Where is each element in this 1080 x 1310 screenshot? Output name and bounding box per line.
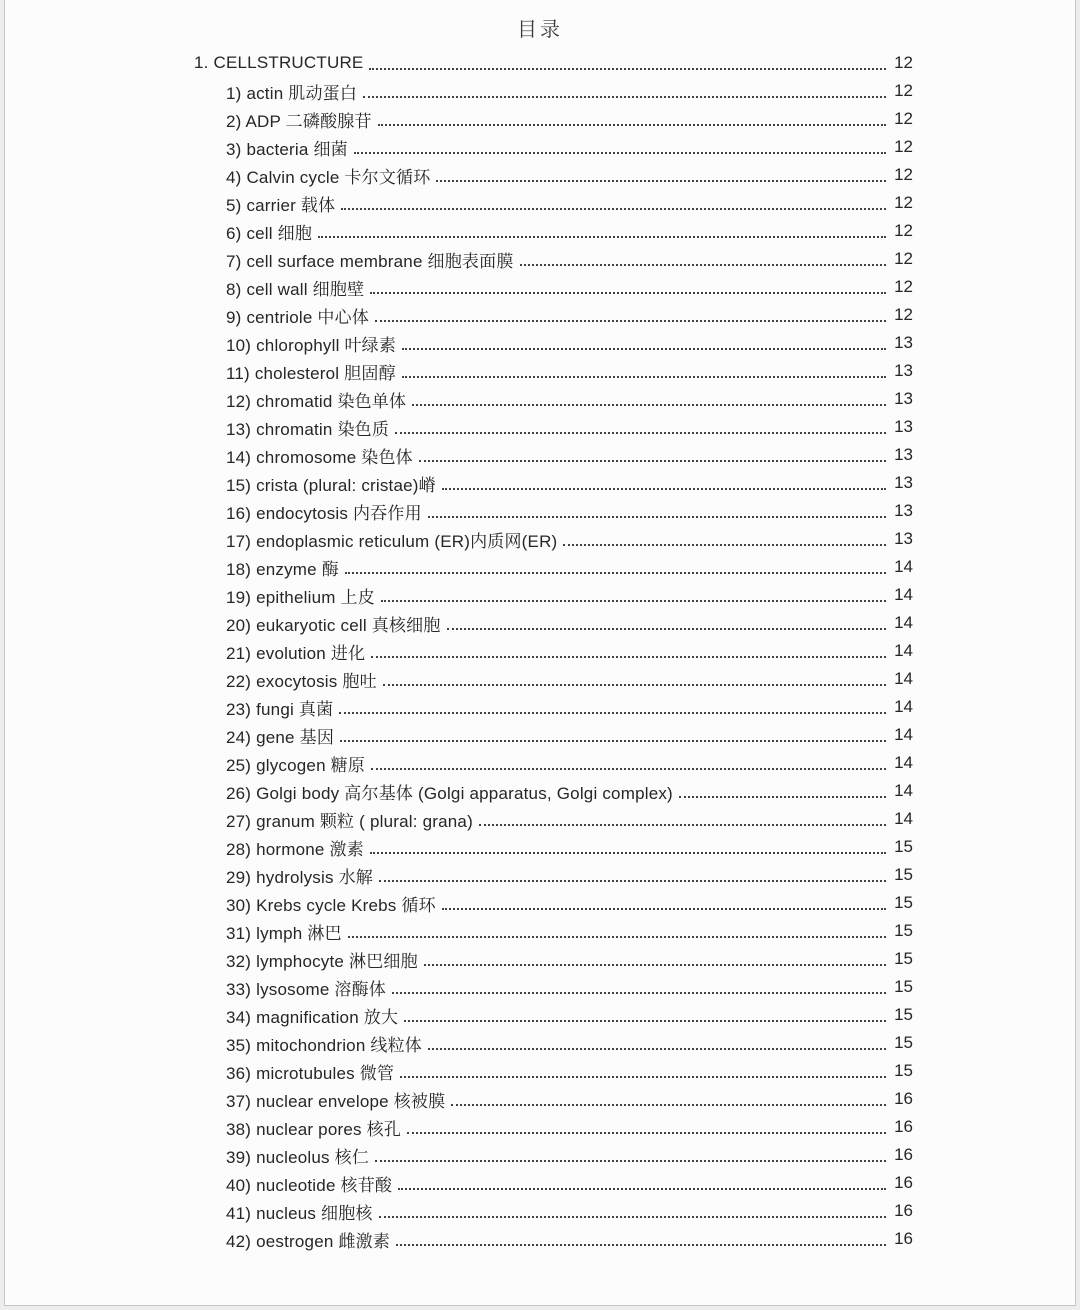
toc-entry-page: 14: [894, 725, 913, 744]
toc-entry-label: 7) cell surface membrane 细胞表面膜: [226, 251, 514, 271]
toc-entry-page: 15: [894, 949, 913, 968]
toc-entry-label: 33) lysosome 溶酶体: [226, 979, 387, 999]
toc-entry[interactable]: [226, 329, 913, 357]
toc-entry-page: 13: [894, 529, 913, 548]
dot-leader: [451, 1092, 886, 1106]
toc-entry-page: 15: [894, 977, 913, 996]
toc-entry[interactable]: [226, 133, 913, 161]
toc-entry-label: 27) granum 颗粒 ( plural: grana): [226, 811, 473, 831]
toc-entry-label: 18) enzyme 酶: [226, 559, 339, 579]
dot-leader: [392, 980, 886, 994]
toc-entry-page: 14: [894, 641, 913, 660]
toc-entry[interactable]: [226, 1197, 913, 1225]
toc-entry[interactable]: [226, 693, 913, 721]
dot-leader: [407, 1120, 886, 1134]
dot-leader: [424, 952, 886, 966]
toc-entry-label: 37) nuclear envelope 核被膜: [226, 1091, 446, 1111]
dot-leader: [679, 784, 886, 798]
toc-entry-label: 42) oestrogen 雌激素: [226, 1231, 391, 1251]
toc-entry-label: 41) nucleus 细胞核: [226, 1203, 373, 1223]
toc-entry-label: 13) chromatin 染色质: [226, 419, 390, 439]
dot-leader: [381, 588, 886, 602]
page-title: 目录: [517, 19, 563, 41]
toc-entry[interactable]: [226, 721, 913, 749]
toc-entry-label: 24) gene 基因: [226, 727, 335, 747]
toc-entry-page: 13: [894, 501, 913, 520]
toc-entry[interactable]: [226, 777, 913, 805]
toc-entry-page: 12: [894, 249, 913, 268]
toc-entry-page: 16: [894, 1145, 913, 1164]
dot-leader: [339, 700, 886, 714]
toc-entry-label: 16) endocytosis 内吞作用: [226, 503, 422, 523]
toc-entry-page: 13: [894, 417, 913, 436]
toc-entry[interactable]: [226, 497, 913, 525]
toc-list: [194, 49, 913, 1253]
toc-entry-label: 21) evolution 进化: [226, 643, 366, 663]
toc-entry[interactable]: [226, 469, 913, 497]
dot-leader: [428, 504, 886, 518]
toc-entry-page: 15: [894, 1061, 913, 1080]
toc-entry[interactable]: [226, 609, 913, 637]
toc-entry-page: 14: [894, 781, 913, 800]
toc-section-page: 12: [894, 53, 913, 72]
dot-leader: [396, 1232, 886, 1246]
dot-leader: [369, 56, 886, 70]
toc-entry-label: 39) nucleolus 核仁: [226, 1147, 370, 1167]
toc-entry[interactable]: [226, 805, 913, 833]
dot-leader: [379, 868, 886, 882]
dot-leader: [371, 756, 886, 770]
toc-entry[interactable]: [226, 77, 913, 105]
dot-leader: [370, 840, 886, 854]
dot-leader: [378, 112, 886, 126]
toc-entry-page: 12: [894, 81, 913, 100]
toc-entry[interactable]: [226, 301, 913, 329]
toc-entry-label: 5) carrier 载体: [226, 195, 336, 215]
toc-entry-page: 13: [894, 473, 913, 492]
toc-entry-label: 9) centriole 中心体: [226, 307, 370, 327]
toc-entry[interactable]: [226, 245, 913, 273]
toc-entry-page: 16: [894, 1173, 913, 1192]
toc-entry[interactable]: [226, 385, 913, 413]
toc-entry[interactable]: [226, 1057, 913, 1085]
toc-section-label: 1. CELLSTRUCTURE: [194, 53, 364, 72]
toc-entry-page: 13: [894, 389, 913, 408]
toc-entry-page: 15: [894, 865, 913, 884]
toc-entry-page: 14: [894, 557, 913, 576]
toc-entry[interactable]: [226, 637, 913, 665]
toc-entry[interactable]: [226, 553, 913, 581]
dot-leader: [363, 84, 886, 98]
toc-entry-label: 40) nucleotide 核苷酸: [226, 1175, 393, 1195]
document-page: [4, 0, 1076, 1306]
toc-entry[interactable]: [226, 665, 913, 693]
toc-entry-label: 23) fungi 真菌: [226, 699, 334, 719]
toc-entry-label: 32) lymphocyte 淋巴细胞: [226, 951, 418, 971]
toc-entry-label: 34) magnification 放大: [226, 1007, 399, 1027]
toc-section-row[interactable]: [194, 49, 913, 77]
toc-entry-label: 30) Krebs cycle Krebs 循环: [226, 895, 436, 915]
dot-leader: [404, 1008, 886, 1022]
toc-entry[interactable]: [226, 1029, 913, 1057]
toc-entry[interactable]: [226, 889, 913, 917]
dot-leader: [375, 308, 886, 322]
toc-entry-label: 17) endoplasmic reticulum (ER)内质网(ER): [226, 531, 558, 551]
toc-entry[interactable]: [226, 973, 913, 1001]
toc-entry[interactable]: [226, 189, 913, 217]
toc-entry-label: 10) chlorophyll 叶绿素: [226, 335, 397, 355]
dot-leader: [436, 168, 886, 182]
dot-leader: [442, 896, 886, 910]
dot-leader: [379, 1204, 886, 1218]
toc-entry-label: 29) hydrolysis 水解: [226, 867, 373, 887]
toc-entry-page: 15: [894, 893, 913, 912]
toc-entry[interactable]: [226, 945, 913, 973]
toc-entry[interactable]: [226, 833, 913, 861]
toc-entry[interactable]: [226, 441, 913, 469]
dot-leader: [479, 812, 886, 826]
toc-entry-label: 35) mitochondrion 线粒体: [226, 1035, 422, 1055]
toc-entry[interactable]: [226, 861, 913, 889]
toc-entry[interactable]: [226, 581, 913, 609]
toc-entry-page: 14: [894, 753, 913, 772]
toc-entry-label: 15) crista (plural: cristae)嵴: [226, 475, 436, 495]
dot-leader: [400, 1064, 886, 1078]
toc-entry-page: 14: [894, 809, 913, 828]
dot-leader: [340, 728, 886, 742]
toc-entry[interactable]: [226, 1225, 913, 1253]
toc-entry-page: 12: [894, 109, 913, 128]
dot-leader: [383, 672, 886, 686]
toc-entry[interactable]: [226, 413, 913, 441]
toc-entry-page: 12: [894, 137, 913, 156]
toc-entry-page: 14: [894, 697, 913, 716]
toc-entry-label: 6) cell 细胞: [226, 223, 313, 243]
toc-entry-page: 14: [894, 669, 913, 688]
toc-entry[interactable]: [226, 917, 913, 945]
toc-entry-page: 15: [894, 1005, 913, 1024]
dot-leader: [447, 616, 886, 630]
toc-entry[interactable]: [226, 357, 913, 385]
toc-entry-page: 16: [894, 1117, 913, 1136]
toc-entry-label: 22) exocytosis 胞吐: [226, 671, 377, 691]
dot-leader: [419, 448, 886, 462]
toc-entry[interactable]: [226, 105, 913, 133]
dot-leader: [348, 924, 886, 938]
toc-entry-page: 15: [894, 837, 913, 856]
dot-leader: [402, 364, 886, 378]
toc-entry-label: 2) ADP 二磷酸腺苷: [226, 111, 372, 131]
toc-entry[interactable]: [226, 749, 913, 777]
dot-leader: [442, 476, 886, 490]
dot-leader: [354, 140, 886, 154]
dot-leader: [412, 392, 886, 406]
toc-entry-page: 15: [894, 921, 913, 940]
toc-entry-label: 1) actin 肌动蛋白: [226, 83, 358, 103]
toc-entry[interactable]: [226, 525, 913, 553]
toc-entry-label: 8) cell wall 细胞壁: [226, 279, 365, 299]
toc-entry-page: 16: [894, 1201, 913, 1220]
toc-entry-page: 16: [894, 1229, 913, 1248]
toc-entry-page: 12: [894, 193, 913, 212]
toc-entry-page: 13: [894, 445, 913, 464]
toc-entry-label: 31) lymph 淋巴: [226, 923, 342, 943]
toc-entry-label: 28) hormone 激素: [226, 839, 364, 859]
toc-entry-label: 3) bacteria 细菌: [226, 139, 348, 159]
toc-entry-label: 4) Calvin cycle 卡尔文循环: [226, 167, 431, 187]
toc-entry[interactable]: [226, 1113, 913, 1141]
dot-leader: [345, 560, 886, 574]
toc-entry[interactable]: [226, 161, 913, 189]
toc-entry[interactable]: [226, 273, 913, 301]
toc-entry-label: 38) nuclear pores 核孔: [226, 1119, 402, 1139]
dot-leader: [520, 252, 886, 266]
toc-entry-label: 25) glycogen 糖原: [226, 755, 366, 775]
toc-entry-page: 13: [894, 333, 913, 352]
toc-entry-page: 12: [894, 221, 913, 240]
toc-entry-page: 12: [894, 165, 913, 184]
dot-leader: [371, 644, 886, 658]
toc-entry[interactable]: [226, 1141, 913, 1169]
toc-entry[interactable]: [226, 1001, 913, 1029]
toc-entry[interactable]: [226, 217, 913, 245]
dot-leader: [398, 1176, 886, 1190]
toc-entry-label: 19) epithelium 上皮: [226, 587, 375, 607]
toc-entry-label: 11) cholesterol 胆固醇: [226, 363, 396, 383]
toc-entry-label: 36) microtubules 微管: [226, 1063, 395, 1083]
toc-entry-page: 13: [894, 361, 913, 380]
toc-entry[interactable]: [226, 1085, 913, 1113]
dot-leader: [318, 224, 886, 238]
toc-entry-label: 26) Golgi body 高尔基体 (Golgi apparatus, Golgi complex): [226, 783, 673, 803]
dot-leader: [402, 336, 886, 350]
toc-entry-label: 14) chromosome 染色体: [226, 447, 413, 467]
dot-leader: [428, 1036, 886, 1050]
dot-leader: [375, 1148, 886, 1162]
dot-leader: [395, 420, 886, 434]
toc-entry-page: 16: [894, 1089, 913, 1108]
toc-entry-label: 12) chromatid 染色单体: [226, 391, 407, 411]
toc-entry-label: 20) eukaryotic cell 真核细胞: [226, 615, 441, 635]
toc-entry-page: 12: [894, 277, 913, 296]
dot-leader: [563, 532, 886, 546]
dot-leader: [341, 196, 886, 210]
toc-entry-page: 14: [894, 613, 913, 632]
dot-leader: [370, 280, 886, 294]
toc-entry-page: 12: [894, 305, 913, 324]
toc-entry-page: 14: [894, 585, 913, 604]
toc-entry[interactable]: [226, 1169, 913, 1197]
toc-entry-page: 15: [894, 1033, 913, 1052]
